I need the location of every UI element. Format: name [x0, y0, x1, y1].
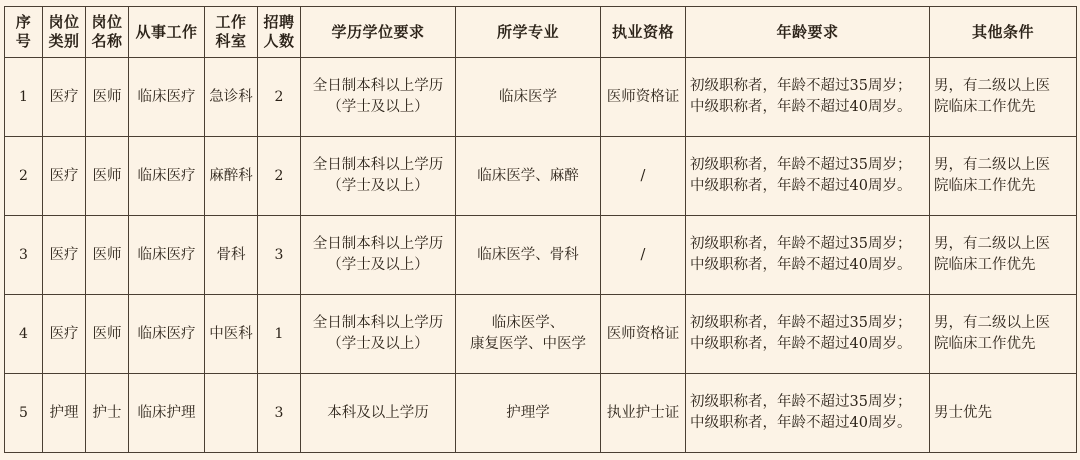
cell-education — [301, 58, 456, 137]
header-text: 岗位 — [48, 13, 80, 31]
header-major — [456, 7, 601, 58]
cell-age — [686, 58, 930, 137]
table-row — [5, 58, 1077, 137]
cell-education — [301, 137, 456, 216]
header-dept — [205, 7, 258, 58]
cell-position: 医师 — [86, 295, 129, 374]
cell-other — [930, 216, 1077, 295]
cell-education — [301, 374, 456, 453]
cell-text-line: （学士及以上） — [327, 178, 429, 194]
header-text: 岗位 — [91, 13, 123, 31]
cell-major — [456, 58, 601, 137]
cell-no: 1 — [5, 58, 43, 137]
cell-position: 医师 — [86, 216, 129, 295]
cell-dept: 中医科 — [205, 295, 258, 374]
cell-text-line: 初级职称者，年龄不超过35周岁； — [690, 315, 912, 331]
cell-text-line: 初级职称者，年龄不超过35周岁； — [690, 157, 912, 173]
cell-text-line: 全日制本科以上学历 — [312, 157, 444, 173]
cell-count: 3 — [258, 374, 301, 453]
header-text: 号 — [15, 32, 32, 50]
header-text: 所学专业 — [496, 22, 559, 41]
cell-position: 护士 — [86, 374, 129, 453]
cell-age — [686, 216, 930, 295]
cell-text-line: （学士及以上） — [327, 99, 429, 115]
table-row — [5, 216, 1077, 295]
header-category — [43, 7, 86, 58]
cell-age — [686, 374, 930, 453]
cell-text-line: 院临床工作优先 — [934, 99, 1036, 115]
cell-text-line: 男，有二级以上医 — [934, 78, 1050, 94]
cell-work: 临床医疗 — [129, 216, 205, 295]
header-text: 序 — [15, 13, 32, 31]
cell-license: 执业护士证 — [601, 374, 686, 453]
cell-category: 医疗 — [43, 295, 86, 374]
cell-license: / — [601, 216, 686, 295]
header-text: 科室 — [215, 32, 247, 50]
cell-position: 医师 — [86, 58, 129, 137]
header-count — [258, 7, 301, 58]
cell-text-line: 院临床工作优先 — [934, 178, 1036, 194]
cell-text-line: 本科及以上学历 — [327, 404, 429, 421]
cell-text-line: （学士及以上） — [327, 257, 429, 273]
cell-education — [301, 216, 456, 295]
cell-text-line: 中级职称者，年龄不超过40周岁。 — [690, 336, 912, 352]
cell-text-line: 男，有二级以上医 — [934, 315, 1050, 331]
cell-no: 2 — [5, 137, 43, 216]
header-work — [129, 7, 205, 58]
cell-license: 医师资格证 — [601, 58, 686, 137]
cell-text-line: 全日制本科以上学历 — [312, 236, 444, 252]
cell-text-line: 中级职称者，年龄不超过40周岁。 — [690, 257, 912, 273]
header-text: 人数 — [263, 32, 295, 50]
cell-count: 3 — [258, 216, 301, 295]
cell-text-line: 中级职称者，年龄不超过40周岁。 — [690, 178, 912, 194]
cell-text-line: 全日制本科以上学历 — [312, 315, 444, 331]
cell-major — [456, 374, 601, 453]
table-row — [5, 374, 1077, 453]
cell-dept: 麻醉科 — [205, 137, 258, 216]
header-education — [301, 7, 456, 58]
cell-no: 4 — [5, 295, 43, 374]
cell-text-line: 院临床工作优先 — [934, 257, 1036, 273]
cell-no: 5 — [5, 374, 43, 453]
cell-text-line: 初级职称者，年龄不超过35周岁； — [690, 78, 912, 94]
cell-category: 医疗 — [43, 58, 86, 137]
header-text: 名称 — [91, 32, 123, 50]
cell-position: 医师 — [86, 137, 129, 216]
cell-category: 护理 — [43, 374, 86, 453]
cell-age — [686, 295, 930, 374]
cell-text-line: 临床医学、麻醉 — [477, 167, 579, 184]
cell-dept: 骨科 — [205, 216, 258, 295]
cell-text-line: 临床医学 — [499, 88, 557, 105]
cell-text-line: （学士及以上） — [327, 336, 429, 352]
header-text: 其他条件 — [971, 22, 1034, 41]
header-text: 招聘 — [263, 13, 295, 31]
cell-count: 2 — [258, 58, 301, 137]
cell-text-line: 院临床工作优先 — [934, 336, 1036, 352]
table-row — [5, 295, 1077, 374]
cell-text-line: 中级职称者，年龄不超过40周岁。 — [690, 415, 912, 431]
cell-work: 临床医疗 — [129, 137, 205, 216]
header-age — [686, 7, 930, 58]
cell-major — [456, 137, 601, 216]
cell-license: / — [601, 137, 686, 216]
cell-age — [686, 137, 930, 216]
header-position — [86, 7, 129, 58]
cell-education — [301, 295, 456, 374]
header-other — [930, 7, 1077, 58]
header-text: 类别 — [48, 32, 80, 50]
header-text: 年龄要求 — [776, 22, 839, 41]
cell-category: 医疗 — [43, 137, 86, 216]
cell-other — [930, 295, 1077, 374]
cell-license: 医师资格证 — [601, 295, 686, 374]
cell-count: 2 — [258, 137, 301, 216]
cell-text-line: 临床医学、 — [491, 315, 565, 331]
cell-work: 临床医疗 — [129, 58, 205, 137]
recruitment-table — [4, 6, 1077, 453]
cell-text-line: 男士优先 — [934, 404, 992, 421]
cell-major — [456, 295, 601, 374]
cell-work: 临床护理 — [129, 374, 205, 453]
cell-text-line: 初级职称者，年龄不超过35周岁； — [690, 236, 912, 252]
cell-text-line: 初级职称者，年龄不超过35周岁； — [690, 394, 912, 410]
header-license — [601, 7, 686, 58]
cell-work: 临床医疗 — [129, 295, 205, 374]
cell-dept — [205, 374, 258, 453]
header-text: 从事工作 — [135, 22, 198, 41]
cell-text-line: 男，有二级以上医 — [934, 236, 1050, 252]
cell-text-line: 护理学 — [506, 404, 550, 421]
table-row — [5, 137, 1077, 216]
cell-major — [456, 216, 601, 295]
table-body — [5, 58, 1077, 453]
cell-other — [930, 374, 1077, 453]
cell-other — [930, 58, 1077, 137]
header-text: 学历学位要求 — [331, 22, 425, 41]
header-no — [5, 7, 43, 58]
cell-other — [930, 137, 1077, 216]
header-text: 执业资格 — [611, 22, 674, 41]
cell-text-line: 康复医学、中医学 — [470, 336, 586, 352]
cell-text-line: 全日制本科以上学历 — [312, 78, 444, 94]
cell-no: 3 — [5, 216, 43, 295]
cell-text-line: 中级职称者，年龄不超过40周岁。 — [690, 99, 912, 115]
cell-text-line: 临床医学、骨科 — [477, 246, 579, 263]
cell-count: 1 — [258, 295, 301, 374]
header-text: 工作 — [215, 13, 247, 31]
table-header-row — [5, 7, 1077, 58]
cell-text-line: 男，有二级以上医 — [934, 157, 1050, 173]
cell-category: 医疗 — [43, 216, 86, 295]
cell-dept: 急诊科 — [205, 58, 258, 137]
